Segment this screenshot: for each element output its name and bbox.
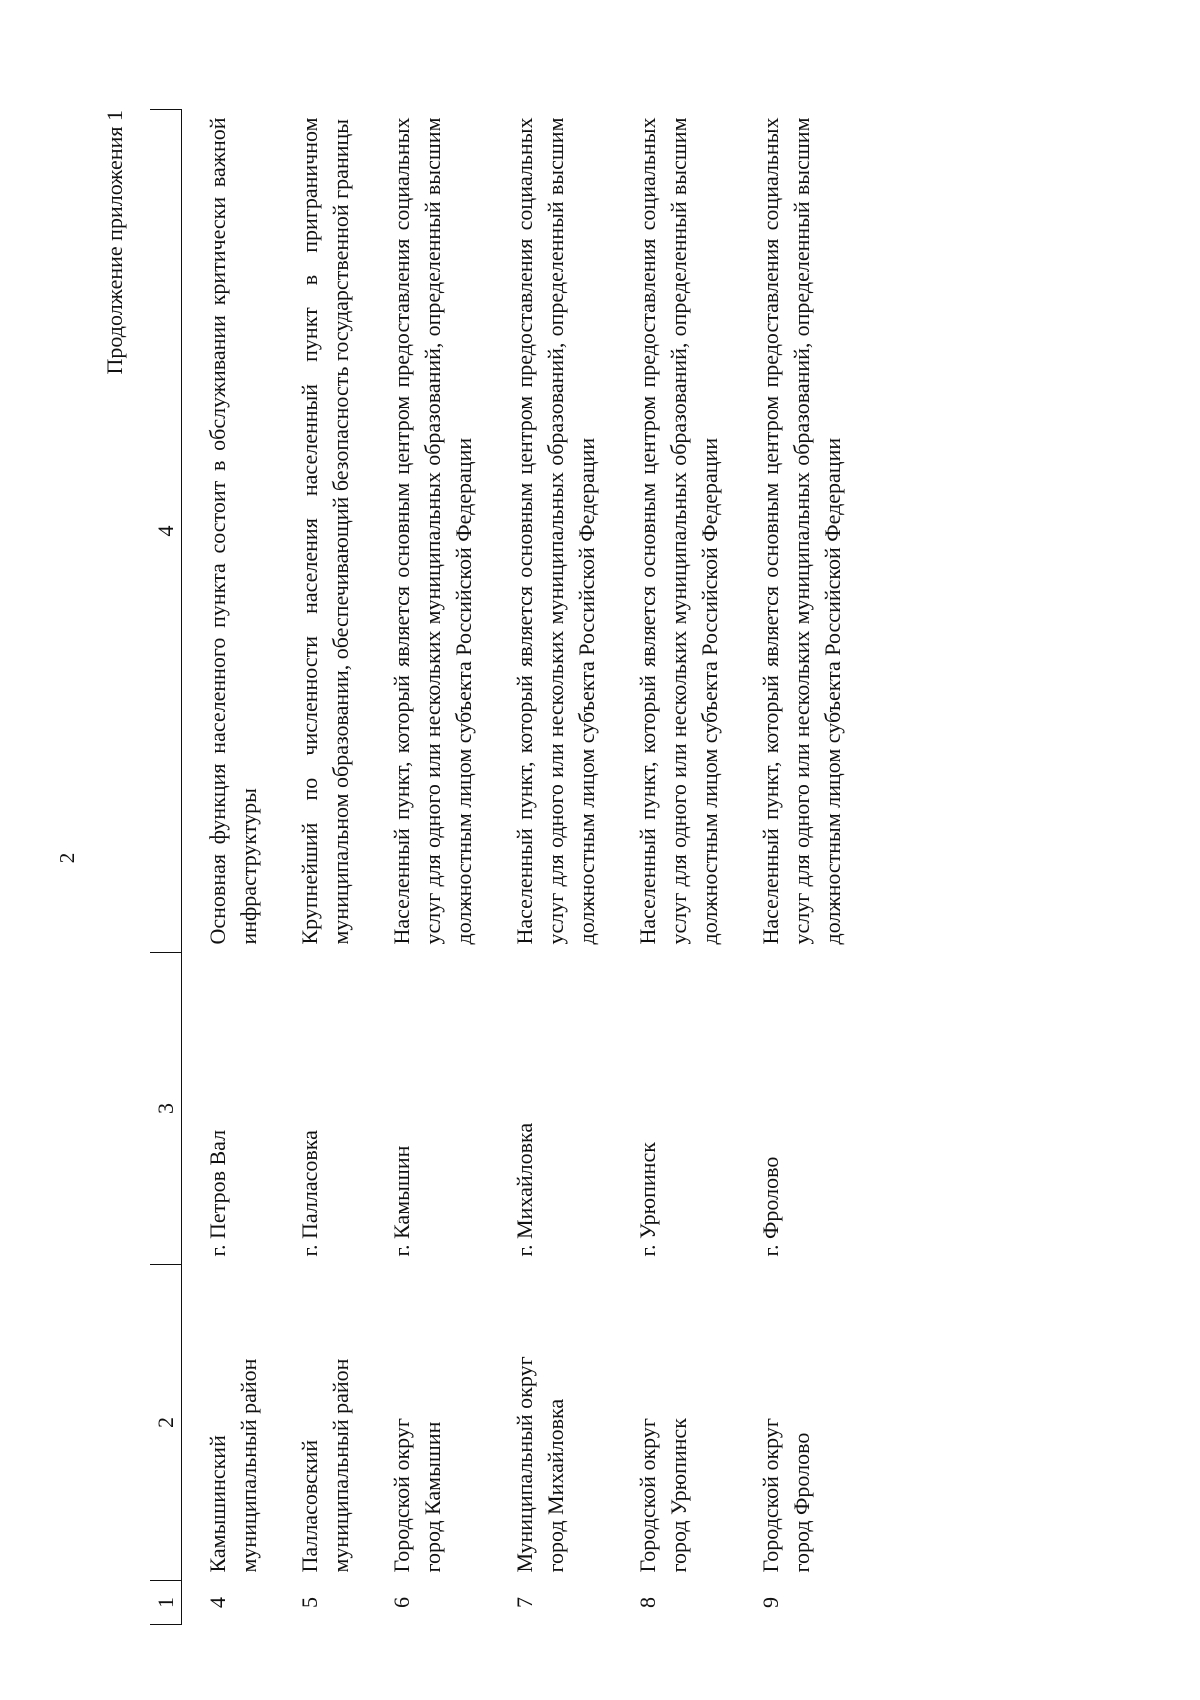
- settlement-cell: г. Палласовка: [297, 1130, 322, 1257]
- column-header-2: 2: [150, 1265, 182, 1581]
- municipality-line: Городской округ: [758, 1418, 783, 1573]
- settlement-cell: г. Михайловка: [512, 1122, 537, 1257]
- page-number: 2: [55, 852, 79, 864]
- municipality-line: Камышинский: [205, 1435, 230, 1573]
- column-header-1: 1: [150, 1581, 182, 1625]
- municipality-line: муниципальный район: [236, 1358, 261, 1573]
- description-cell: Крупнейший по численности населения населенный пункт в приграничном муниципальном образовании, обеспечивающий безопасность государственной границы: [297, 117, 353, 945]
- municipality-line: город Камышин: [420, 1421, 445, 1573]
- description-cell: Населенный пункт, который является основным центром предоставления социальных услуг для одного или нескольких муниципальных образований, определенный высшим должностным лицом субъекта Российской Федерации: [635, 117, 722, 945]
- municipality-line: Городской округ: [635, 1418, 660, 1573]
- appendix-heading: Продолжение приложения 1: [102, 110, 127, 375]
- municipality-cell: [735, 1265, 858, 1581]
- municipality-line: город Михайловка: [543, 1398, 568, 1573]
- table-row: [274, 110, 366, 1625]
- table-row: [612, 110, 735, 1625]
- row-number: 7: [512, 1597, 537, 1608]
- description-cell: Основная функция населенного пункта состоит в обслуживании критически важной инфраструктуры: [205, 117, 261, 945]
- municipality-line: муниципальный район: [328, 1358, 353, 1573]
- table-row: [489, 110, 612, 1625]
- settlement-cell: г. Петров Вал: [205, 1129, 230, 1257]
- municipality-line: Городской округ: [389, 1418, 414, 1573]
- description-cell: Населенный пункт, который является основным центром предоставления социальных услуг для одного или нескольких муниципальных образований, определенный высшим должностным лицом субъекта Российской Федерации: [758, 117, 845, 945]
- table-row: [735, 110, 858, 1625]
- table-row: [182, 110, 275, 1625]
- municipality-line: город Фролово: [789, 1432, 814, 1573]
- municipality-cell: [182, 1265, 275, 1581]
- description-cell: Населенный пункт, который является основным центром предоставления социальных услуг для одного или нескольких муниципальных образований, определенный высшим должностным лицом субъекта Российской Федерации: [512, 117, 599, 945]
- row-number: 8: [635, 1597, 660, 1608]
- column-header-4: 4: [150, 110, 182, 953]
- municipality-line: Палласовский: [297, 1439, 322, 1573]
- table-body: [182, 110, 859, 1625]
- municipality-line: Муниципальный округ: [512, 1356, 537, 1573]
- municipality-cell: [612, 1265, 735, 1581]
- row-number: 5: [297, 1597, 322, 1608]
- table-row: [366, 110, 489, 1625]
- table-header-row: [150, 110, 182, 1625]
- settlement-cell: г. Урюпинск: [635, 1142, 660, 1257]
- municipality-cell: [366, 1265, 489, 1581]
- municipality-cell: [489, 1265, 612, 1581]
- row-number: 9: [758, 1597, 783, 1608]
- column-header-3: 3: [150, 953, 182, 1265]
- settlement-cell: г. Фролово: [758, 1156, 783, 1257]
- row-number: 6: [389, 1597, 414, 1608]
- rotated-page-content: [95, 110, 1070, 1625]
- settlement-cell: г. Камышин: [389, 1145, 414, 1257]
- municipality-line: город Урюпинск: [666, 1418, 691, 1573]
- appendix-table: [150, 109, 858, 1625]
- description-cell: Населенный пункт, который является основным центром предоставления социальных услуг для одного или нескольких муниципальных образований, определенный высшим должностным лицом субъекта Российской Федерации: [389, 117, 476, 945]
- municipality-cell: [274, 1265, 366, 1581]
- row-number: 4: [205, 1597, 230, 1608]
